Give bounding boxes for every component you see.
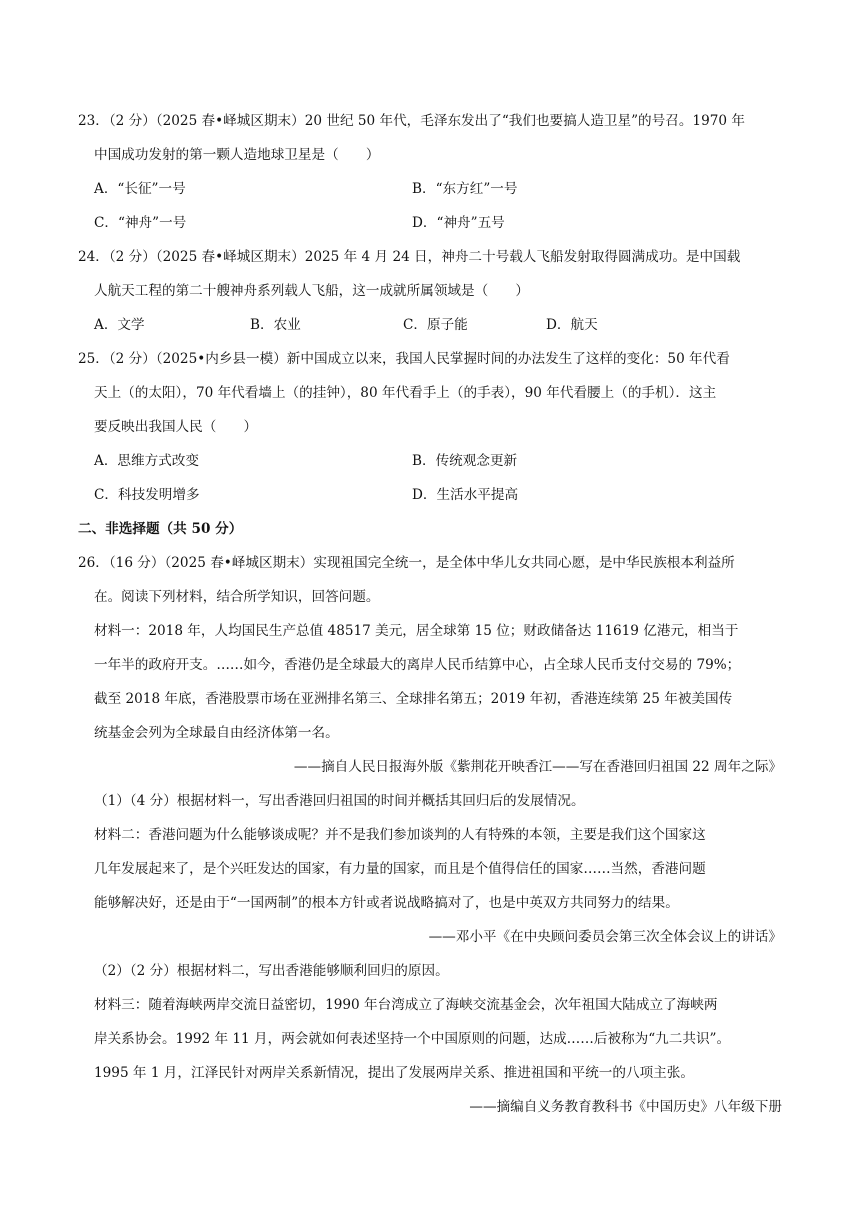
question-25-option-b[interactable]: B．传统观念更新 xyxy=(412,453,518,469)
material-3-source: ——摘编自义务教育教科书《中国历史》八年级下册 xyxy=(469,1099,782,1115)
question-23-option-c[interactable]: C．“神舟”一号 xyxy=(94,215,187,231)
sub-question-2: （2）（2 分）根据材料二，写出香港能够顺利回归的原因。 xyxy=(94,963,449,979)
material-2-line1: 材料二：香港问题为什么能够谈成呢？并不是我们参加谈判的人有特殊的本领，主要是我们这个国家这 xyxy=(94,827,706,843)
question-23-stem-line1: 23．（2 分）（2025 春•峄城区期末）20 世纪 50 年代，毛泽东发出了“我们也要搞人造卫星”的号召。1970 年 xyxy=(78,113,745,129)
material-1-source: ——摘自人民日报海外版《紫荆花开映香江——写在香港回归祖国 22 周年之际》 xyxy=(293,759,782,775)
question-24-option-c[interactable]: C．原子能 xyxy=(403,317,468,333)
question-23-options-row2 xyxy=(78,206,782,240)
question-25-option-d[interactable]: D．生活水平提高 xyxy=(412,487,519,503)
material-1-line3: 截至 2018 年底，香港股票市场在亚洲排名第三、全球排名第五；2019 年初，香港连续第 25 年被美国传 xyxy=(94,691,733,707)
question-23-options-row1 xyxy=(78,172,782,206)
question-24-option-a[interactable]: A．文学 xyxy=(94,317,145,333)
material-1-line1: 材料一：2018 年，人均国民生产总值 48517 美元，居全球第 15 位；财政储备达 11619 亿港元，相当于 xyxy=(94,623,739,639)
question-25-stem-line1: 25．（2 分）（2025•内乡县一模）新中国成立以来，我国人民掌握时间的办法发生了这样的变化：50 年代看 xyxy=(78,351,730,367)
question-25-stem-line3: 要反映出我国人民（ ） xyxy=(94,419,258,435)
material-2-line2: 几年发展起来了，是个兴旺发达的国家，有力量的国家，而且是个值得信任的国家……当然，香港问题 xyxy=(94,861,706,877)
page-content xyxy=(78,104,782,1124)
material-3-line2: 岸关系协会。1992 年 11 月，两会就如何表述坚持一个中国原则的问题，达成……后被称为“九二共识”。 xyxy=(94,1031,731,1047)
question-24-option-b[interactable]: B．农业 xyxy=(250,317,301,333)
question-25-options-row1 xyxy=(78,444,782,478)
question-26-stem-line1: 26．（16 分）（2025 春•峄城区期末）实现祖国完全统一，是全体中华儿女共同心愿，是中华民族根本利益所 xyxy=(78,555,735,571)
question-24 xyxy=(78,240,782,342)
question-25-option-a[interactable]: A．思维方式改变 xyxy=(94,453,199,469)
material-3-line3: 1995 年 1 月，江泽民针对两岸关系新情况，提出了发展两岸关系、推进祖国和平统一的八项主张。 xyxy=(94,1065,694,1081)
material-1-line4: 统基金会列为全球最自由经济体第一名。 xyxy=(94,725,339,741)
question-26 xyxy=(78,546,782,1124)
question-23-option-a[interactable]: A．“长征”一号 xyxy=(94,181,186,197)
question-23-stem-line2: 中国成功发射的第一颗人造地球卫星是（ ） xyxy=(94,147,380,163)
question-25-option-c[interactable]: C．科技发明增多 xyxy=(94,487,200,503)
question-25 xyxy=(78,342,782,512)
question-25-stem-line2: 天上（的太阳），70 年代看墙上（的挂钟），80 年代看手上（的手表），90 年代看腰上（的手机）．这主 xyxy=(94,385,717,401)
question-25-options-row2 xyxy=(78,478,782,512)
material-3 xyxy=(78,988,782,1124)
material-2-source: ——邓小平《在中央顾问委员会第三次全体会议上的讲话》 xyxy=(428,929,782,945)
question-23-option-d[interactable]: D．“神舟”五号 xyxy=(412,215,505,231)
sub-question-1: （1）（4 分）根据材料一，写出香港回归祖国的时间并概括其回归后的发展情况。 xyxy=(94,793,585,809)
question-26-stem-line2: 在。阅读下列材料，结合所学知识，回答问题。 xyxy=(94,589,380,605)
question-24-option-d[interactable]: D．航天 xyxy=(546,317,598,333)
section-heading: 二、非选择题（共 50 分） xyxy=(78,521,243,537)
question-23 xyxy=(78,104,782,240)
material-2-line3: 能够解决好，还是由于“一国两制”的根本方针或者说战略搞对了，也是中英双方共同努力的结果。 xyxy=(94,895,679,911)
question-23-option-b[interactable]: B．“东方红”一号 xyxy=(412,181,518,197)
material-1-line2: 一年半的政府开支。……如今，香港仍是全球最大的离岸人民币结算中心，占全球人民币支付交易的 79%； xyxy=(94,657,741,673)
question-24-stem-line2: 人航天工程的第二十艘神舟系列载人飞船，这一成就所属领域是（ ） xyxy=(94,283,529,299)
question-24-options xyxy=(78,308,782,342)
material-3-line1: 材料三：随着海峡两岸交流日益密切，1990 年台湾成立了海峡交流基金会，次年祖国大陆成立了海峡两 xyxy=(94,997,718,1013)
material-1 xyxy=(78,614,782,784)
question-24-stem-line1: 24．（2 分）（2025 春•峄城区期末）2025 年 4 月 24 日，神舟二十号载人飞船发射取得圆满成功。是中国载 xyxy=(78,249,741,265)
material-2 xyxy=(78,818,782,954)
